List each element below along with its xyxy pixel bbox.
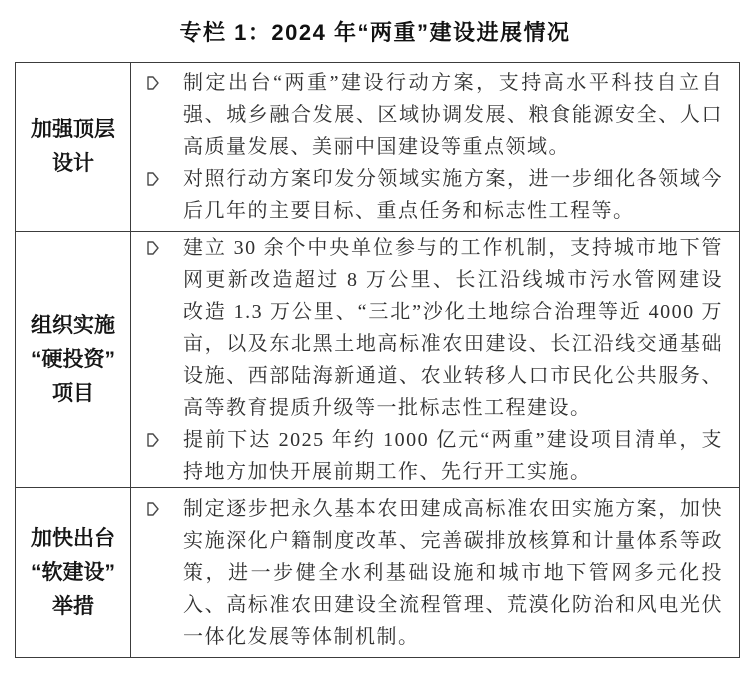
row-label-line: 组织实施 [31, 313, 115, 337]
row-label-line: “硬投资” [31, 347, 115, 371]
progress-table [15, 62, 740, 658]
row-label [16, 63, 131, 231]
list-item-text: 制定出台“两重”建设行动方案，支持高水平科技自立自强、城乡融合发展、区域协调发展、粮食能源安全、人口高质量发展、美丽中国建设等重点领域。 [183, 72, 723, 158]
table-row [16, 487, 739, 657]
row-label-line: “软建设” [31, 560, 115, 584]
row-content [131, 488, 739, 657]
pentagon-bullet-icon [147, 502, 159, 516]
list-item [147, 67, 723, 163]
list-item-text: 提前下达 2025 年约 1000 亿元“两重”建设项目清单，支持地方加快开展前期工作、先行开工实施。 [183, 428, 723, 483]
list-item [147, 493, 723, 653]
pentagon-bullet-icon [147, 76, 159, 90]
row-label [16, 232, 131, 487]
pentagon-bullet-icon [147, 241, 159, 255]
list-item-text: 建立 30 余个中央单位参与的工作机制，支持城市地下管网更新改造超过 8 万公里、长江沿线城市污水管网建设改造 1.3 万公里、“三北”沙化土地综合治理等近 4000 万亩，以及东北黑土地高标准农田建设、长江沿线交通基础设施、西部陆海新通道、农业转移人口市民化公共服务、高等教育提质升级等一批标志性工程建设。 [183, 236, 723, 419]
list-item [147, 163, 723, 227]
row-content [131, 232, 739, 487]
row-content [131, 63, 739, 231]
table-row [16, 63, 739, 231]
row-label-line: 设计 [52, 152, 94, 175]
list-item-text: 对照行动方案印发分领域实施方案，进一步细化各领域今后几年的主要目标、重点任务和标志性工程等。 [183, 168, 723, 222]
list-item [147, 424, 723, 488]
page-title: 专栏 1：2024 年“两重”建设进展情况 [179, 19, 571, 45]
list-item [147, 232, 723, 424]
row-label [16, 488, 131, 657]
pentagon-bullet-icon [147, 433, 159, 447]
row-label-line: 加强顶层 [31, 118, 115, 141]
table-row [16, 231, 739, 487]
row-label-line: 举措 [52, 594, 94, 618]
list-item-text: 制定逐步把永久基本农田建成高标准农田实施方案，加快实施深化户籍制度改革、完善碳排放核算和计量体系等政策，进一步健全水利基础设施和城市地下管网多元化投入、高标准农田建设全流程管理、荒漠化防治和风电光伏一体化发展等体制机制。 [183, 497, 723, 648]
row-label-line: 项目 [52, 381, 94, 405]
pentagon-bullet-icon [147, 172, 159, 186]
row-label-line: 加快出台 [31, 526, 115, 550]
